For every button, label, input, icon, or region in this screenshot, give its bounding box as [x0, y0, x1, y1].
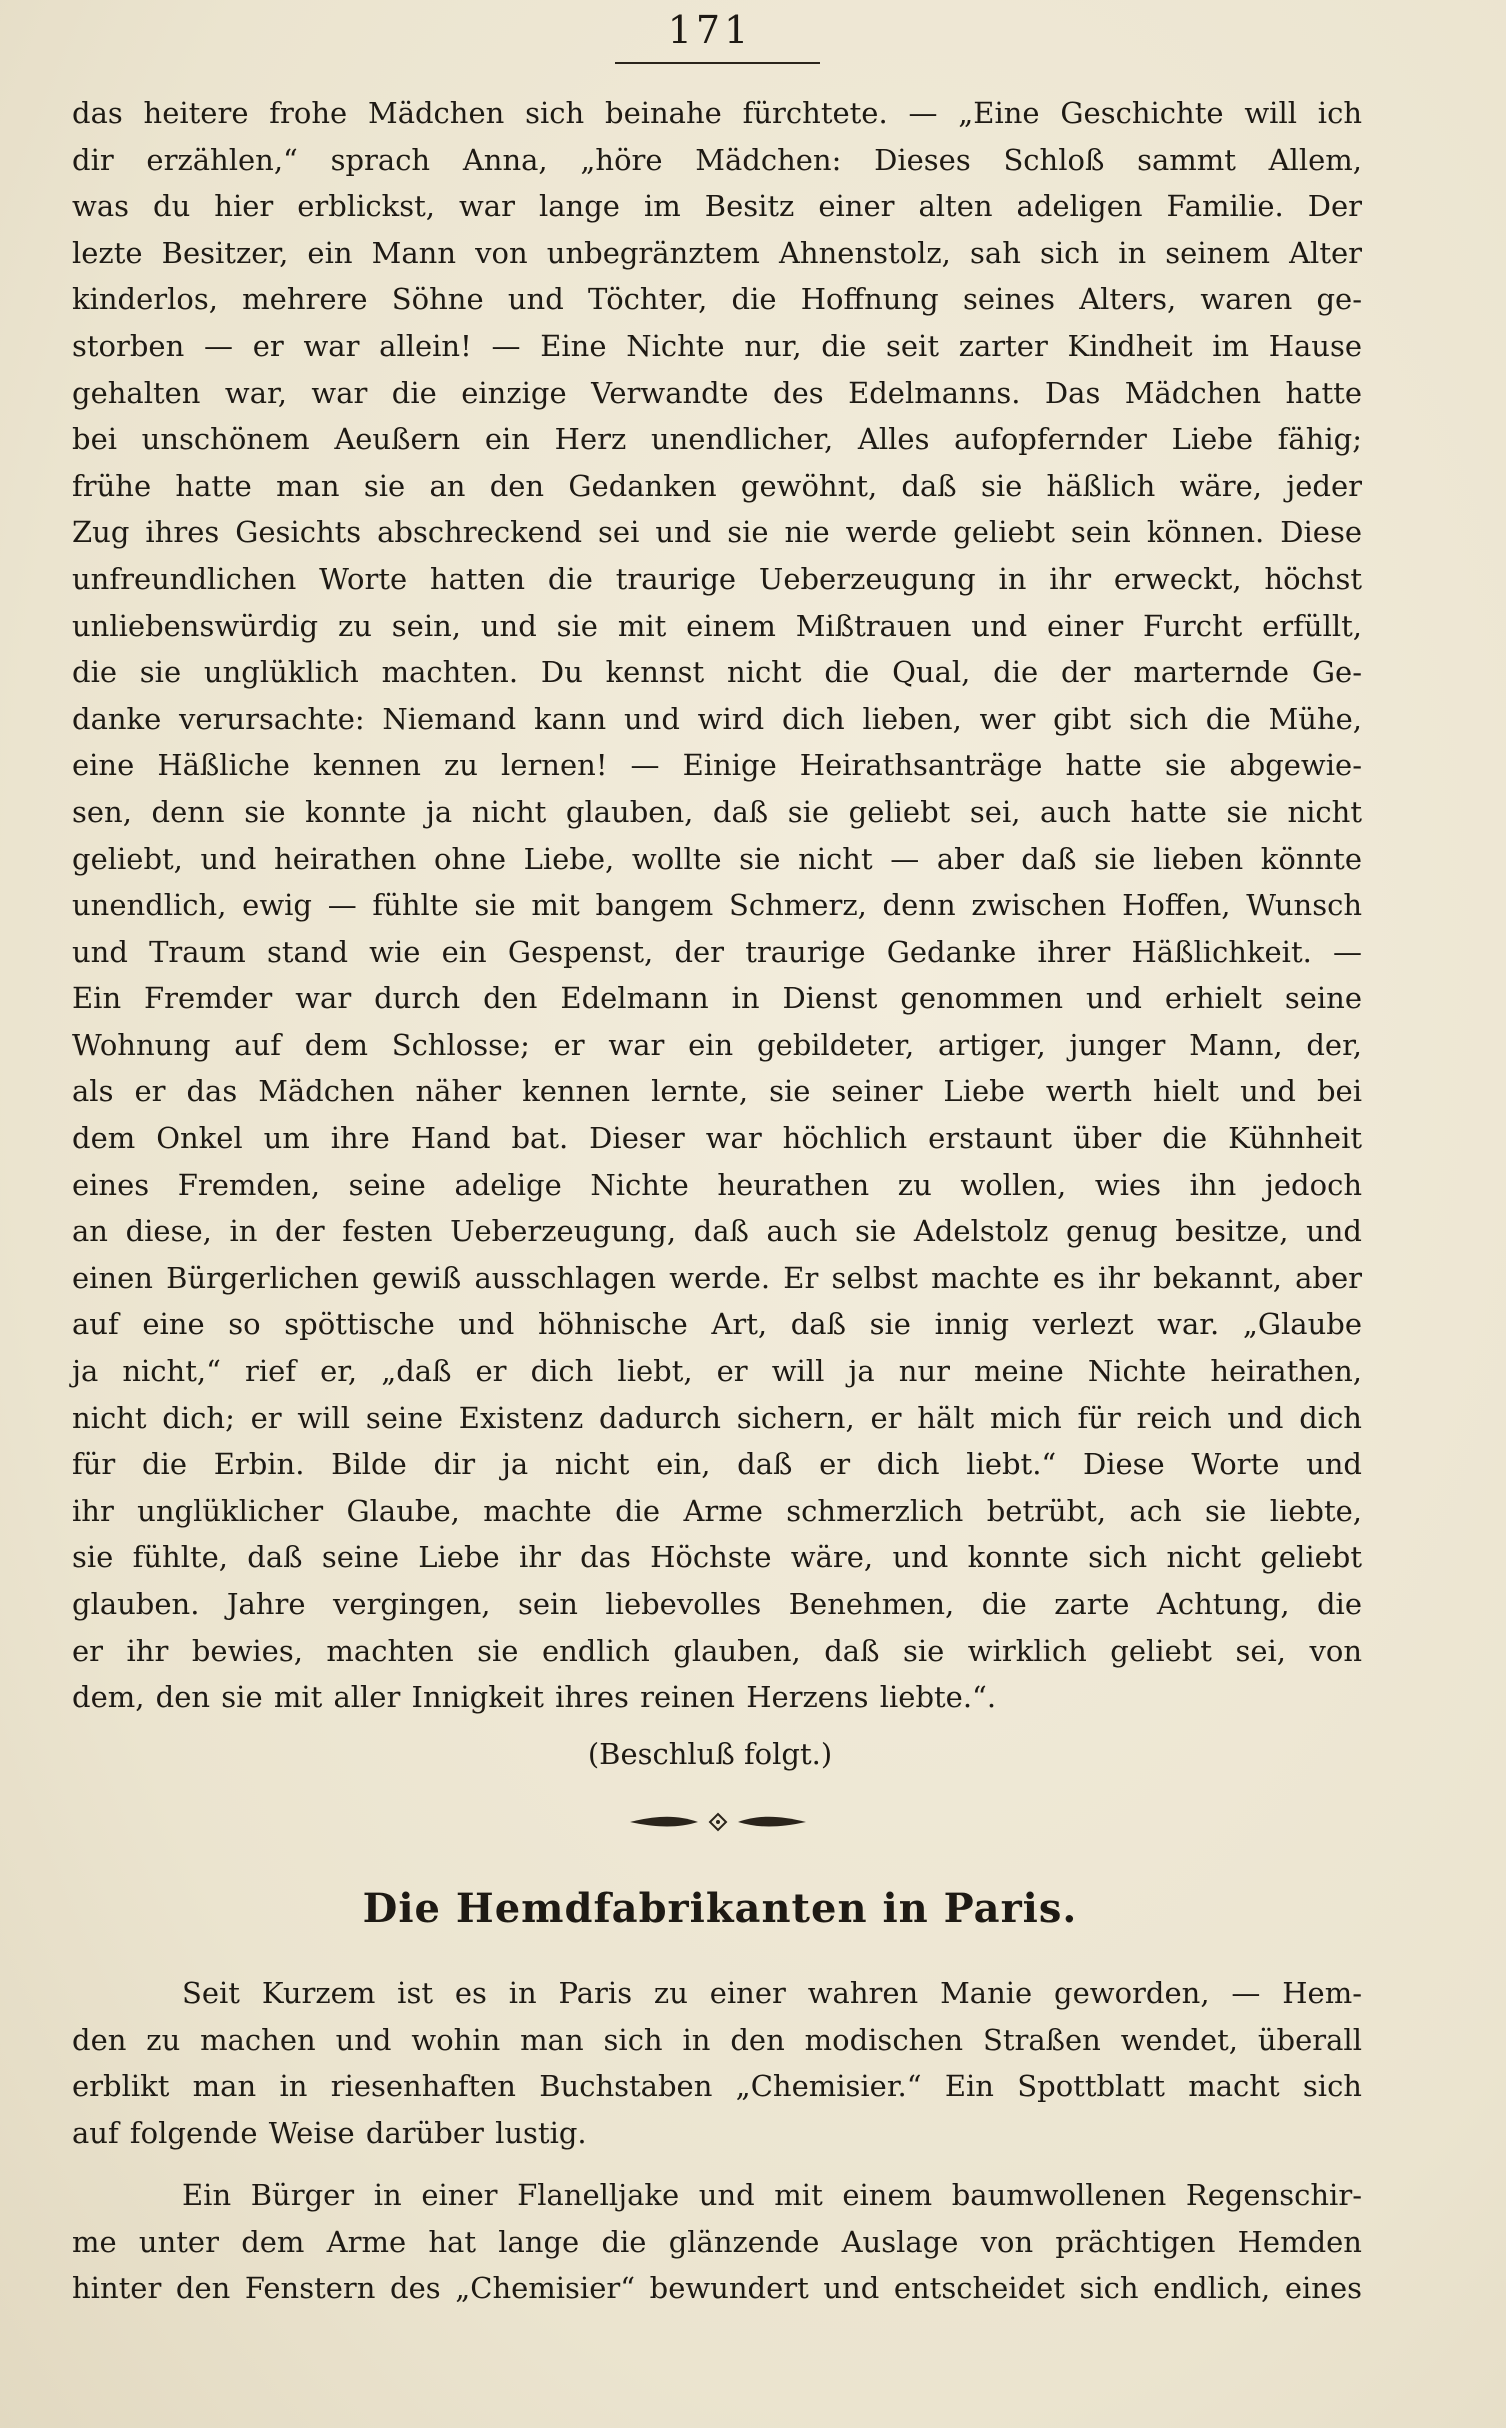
text-line: das heitere frohe Mädchen sich beinahe fürchtete. — „Eine Geschichte will ich: [72, 96, 1362, 130]
text-line: sen, denn sie konnte ja nicht glauben, daß sie geliebt sei, auch hatte sie nicht: [72, 794, 1362, 829]
header-rule: [615, 62, 820, 64]
text-line: sie fühlte, daß seine Liebe ihr das Höchste wäre, und konnte sich nicht geliebt: [72, 1540, 1362, 1575]
page-number: 171: [667, 8, 753, 52]
text-line: dem Onkel um ihre Hand bat. Dieser war höchlich erstaunt über die Kühnheit: [72, 1121, 1362, 1156]
section-divider-ornament: [628, 1811, 808, 1833]
to-be-continued-note: (Beschluß folgt.): [587, 1737, 833, 1771]
text-line: lezte Besitzer, ein Mann von unbegränztem Ahnenstolz, sah sich in seinem Alter: [72, 235, 1362, 270]
text-line: gehalten war, war die einzige Verwandte des Edelmanns. Das Mädchen hatte: [72, 375, 1362, 410]
text-line: nicht dich; er will seine Existenz dadurch sichern, er hält mich für reich und dich: [72, 1400, 1362, 1435]
paragraph-2: [72, 2172, 1362, 2312]
text-line: eine Häßliche kennen zu lernen! — Einige Heirathsanträge hatte sie abgewie-: [72, 748, 1362, 783]
text-line: frühe hatte man sie an den Gedanken gewöhnt, daß sie häßlich wäre, jeder: [72, 468, 1362, 503]
text-line: dir erzählen,“ sprach Anna, „höre Mädchen: Dieses Schloß sammt Allem,: [72, 142, 1362, 177]
text-line: hinter den Fenstern des „Chemisier“ bewundert und entscheidet sich endlich, eines: [72, 2271, 1362, 2306]
text-line: bei unschönem Aeußern ein Herz unendlicher, Alles aufopfernder Liebe fähig;: [72, 422, 1362, 457]
text-line: die sie unglüklich machten. Du kennst nicht die Qual, die der marternde Ge-: [72, 655, 1362, 690]
text-line: danke verursachte: Niemand kann und wird dich lieben, wer gibt sich die Mühe,: [72, 701, 1362, 736]
text-line: dem, den sie mit aller Innigkeit ihres reinen Herzens liebte.“.: [72, 1680, 997, 1715]
text-line: auf folgende Weise darüber lustig.: [72, 2115, 587, 2150]
text-line: er ihr bewies, machten sie endlich glauben, daß sie wirklich geliebt sei, von: [72, 1633, 1362, 1668]
text-line: als er das Mädchen näher kennen lernte, sie seiner Liebe werth hielt und bei: [72, 1074, 1362, 1109]
text-line: ihr unglüklicher Glaube, machte die Arme schmerzlich betrübt, ach sie liebte,: [72, 1493, 1362, 1528]
text-line: glauben. Jahre vergingen, sein liebevolles Benehmen, die zarte Achtung, die: [72, 1587, 1362, 1621]
text-line: was du hier erblickst, war lange im Besitz einer alten adeligen Familie. Der: [72, 189, 1362, 224]
text-line: an diese, in der festen Ueberzeugung, daß auch sie Adelstolz genug besitze, und: [72, 1214, 1362, 1249]
section-title: Die Hemdfabrikanten in Paris.: [362, 1885, 1078, 1932]
text-line: Wohnung auf dem Schlosse; er war ein gebildeter, artiger, junger Mann, der,: [72, 1027, 1362, 1062]
text-line: ja nicht,“ rief er, „daß er dich liebt, er will ja nur meine Nichte heirathen,: [72, 1354, 1362, 1389]
text-line: me unter dem Arme hat lange die glänzende Auslage von prächtigen Hemden: [72, 2224, 1362, 2259]
paragraph-1: [72, 1970, 1362, 2156]
text-line: einen Bürgerlichen gewiß ausschlagen werde. Er selbst machte es ihr bekannt, aber: [72, 1260, 1362, 1295]
article-continuation: [72, 90, 1362, 1721]
text-line: geliebt, und heirathen ohne Liebe, wollte sie nicht — aber daß sie lieben könnte: [72, 841, 1362, 876]
text-line: den zu machen und wohin man sich in den modischen Straßen wendet, überall: [72, 2022, 1362, 2057]
text-line: eines Fremden, seine adelige Nichte heurathen zu wollen, wies ihn jedoch: [72, 1167, 1362, 1202]
text-line: unendlich, ewig — fühlte sie mit bangem Schmerz, denn zwischen Hoffen, Wunsch: [72, 888, 1362, 923]
text-line: für die Erbin. Bilde dir ja nicht ein, daß er dich liebt.“ Diese Worte und: [72, 1447, 1362, 1482]
text-line: Ein Bürger in einer Flanelljake und mit einem baumwollenen Regenschir-: [182, 2178, 1362, 2212]
text-line: und Traum stand wie ein Gespenst, der traurige Gedanke ihrer Häßlichkeit. —: [72, 934, 1362, 969]
text-line: unliebenswürdig zu sein, und sie mit einem Mißtrauen und einer Furcht erfüllt,: [72, 608, 1362, 643]
text-line: storben — er war allein! — Eine Nichte nur, die seit zarter Kindheit im Hause: [72, 328, 1362, 363]
text-line: auf eine so spöttische und höhnische Art, daß sie innig verlezt war. „Glaube: [72, 1307, 1362, 1342]
text-line: Ein Fremder war durch den Edelmann in Dienst genommen und erhielt seine: [72, 981, 1362, 1016]
text-line: erblikt man in riesenhaften Buchstaben „Chemisier.“ Ein Spottblatt macht sich: [72, 2069, 1362, 2104]
text-line: unfreundlichen Worte hatten die traurige Ueberzeugung in ihr erweckt, höchst: [72, 561, 1362, 596]
text-line: kinderlos, mehrere Söhne und Töchter, die Hoffnung seines Alters, waren ge-: [72, 282, 1362, 317]
text-line: Seit Kurzem ist es in Paris zu einer wahren Manie geworden, — Hem-: [182, 1976, 1362, 2010]
text-line: Zug ihres Gesichts abschreckend sei und sie nie werde geliebt sein können. Diese: [72, 515, 1362, 550]
